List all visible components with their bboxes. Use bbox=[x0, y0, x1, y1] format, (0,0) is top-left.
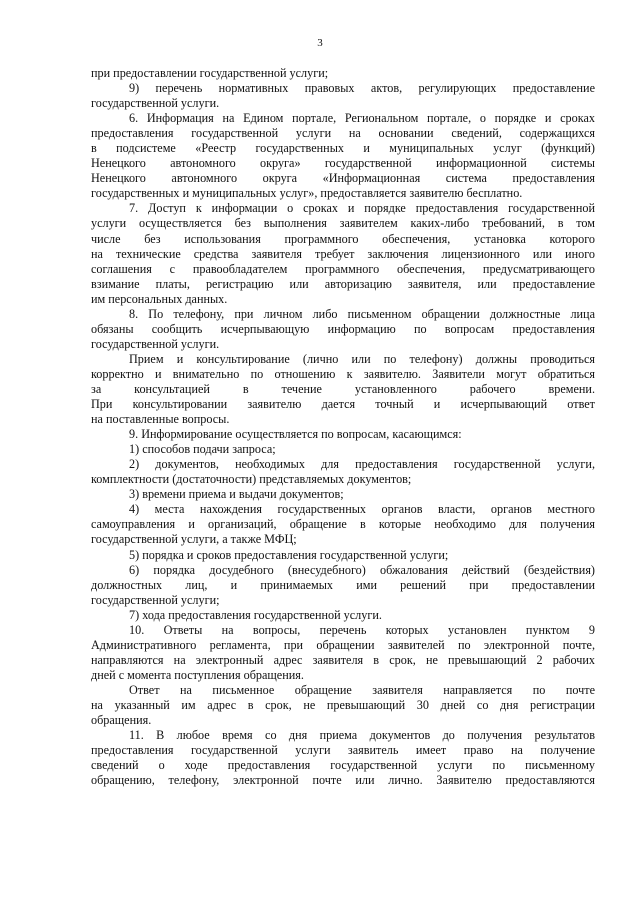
text-line: соглашения с правообладателем программного обеспечения, предусматривающего bbox=[91, 261, 595, 276]
text-line: самоуправления и организаций, обращение в которые необходимо для получения bbox=[91, 517, 595, 532]
text-line: Ненецкого автономного округа «Информационная система предоставления bbox=[91, 171, 595, 186]
text-line: 10. Ответы на вопросы, перечень которых установлен пунктом 9 bbox=[129, 622, 595, 637]
text-line: взимание платы, регистрацию или авторизацию заявителя, или предоставление bbox=[91, 276, 595, 291]
text-line: государственной услуги. bbox=[91, 336, 220, 351]
text-line: 6) порядка досудебного (внесудебного) обжалования действий (бездействия) bbox=[129, 562, 595, 577]
text-line: числе без использования программного обеспечения, установка которого bbox=[91, 231, 595, 246]
text-line: направляются на электронный адрес заявителя в срок, не превышающий 2 рабочих bbox=[91, 652, 595, 667]
text-line: им персональных данных. bbox=[91, 291, 228, 306]
text-line: государственной услуги. bbox=[91, 96, 220, 111]
text-line: государственных и муниципальных услуг», предоставляется заявителю бесплатно. bbox=[91, 186, 523, 201]
text-line: Административного регламента, при обращении заявителей по электронной почте, bbox=[91, 637, 595, 652]
text-line: должностных лиц, и принимаемых ими решений при предоставлении bbox=[91, 577, 595, 592]
text-line: 7. Доступ к информации о сроках и порядке предоставления государственной bbox=[129, 201, 595, 216]
text-line: услуги осуществляется без выполнения заявителем каких-либо требований, в том bbox=[91, 216, 595, 231]
page-number: 3 bbox=[317, 37, 323, 49]
text-line: 8. По телефону, при личном либо письменном обращении должностные лица bbox=[129, 306, 595, 321]
text-line: сведений о ходе предоставления государственной услуги по письменному bbox=[91, 758, 595, 773]
text-line: 6. Информация на Едином портале, Региональном портале, о порядке и сроках bbox=[129, 111, 595, 126]
text-line: 1) способов подачи запроса; bbox=[129, 442, 276, 457]
text-line: Ответ на письменное обращение заявителя направляется по почте bbox=[129, 682, 595, 697]
text-line: Ненецкого автономного округа» государственной информационной системы bbox=[91, 156, 595, 171]
text-line: за консультацией в течение установленного рабочего времени. bbox=[91, 381, 595, 396]
text-line: дней с момента поступления обращения. bbox=[91, 667, 304, 682]
text-line: обращения. bbox=[91, 713, 152, 728]
text-line: предоставления государственной услуги на основании сведений, содержащихся bbox=[91, 126, 595, 141]
text-line: на указанный им адрес в срок, не превышающий 30 дней со дня регистрации bbox=[91, 697, 595, 712]
text-line: предоставления государственной услуги заявитель имеет право на получение bbox=[91, 743, 595, 758]
text-line: 9) перечень нормативных правовых актов, регулирующих предоставление bbox=[129, 81, 595, 96]
text-line: При консультировании заявителю дается точный и исчерпывающий ответ bbox=[91, 397, 595, 412]
text-line: комплектности (достаточности) представляемых документов; bbox=[91, 472, 412, 487]
text-line: 2) документов, необходимых для предоставления государственной услуги, bbox=[129, 457, 595, 472]
text-line: 5) порядка и сроков предоставления государственной услуги; bbox=[129, 547, 449, 562]
text-line: обязаны сообщить исчерпывающую информацию по вопросам предоставления bbox=[91, 321, 595, 336]
text-line: при предоставлении государственной услуги; bbox=[91, 66, 329, 80]
text-line: государственной услуги, а также МФЦ; bbox=[91, 532, 297, 547]
text-line: 7) хода предоставления государственной услуги. bbox=[129, 607, 382, 622]
document-body bbox=[91, 66, 595, 788]
text-line: 4) места нахождения государственных органов власти, органов местного bbox=[129, 502, 595, 517]
text-line: обращению, телефону, электронной почте или лично. Заявителю предоставляются bbox=[91, 773, 595, 788]
text-line: 11. В любое время со дня приема документов до получения результатов bbox=[129, 728, 595, 743]
text-line: на технические средства заявителя требует заключения лицензионного или иного bbox=[91, 246, 595, 261]
text-line: 9. Информирование осуществляется по вопросам, касающимся: bbox=[129, 427, 462, 442]
text-line: государственной услуги; bbox=[91, 592, 220, 607]
text-line: в подсистеме «Реестр государственных и муниципальных услуг (функций) bbox=[91, 141, 595, 156]
text-line: Прием и консультирование (лично или по телефону) должны проводиться bbox=[129, 351, 595, 366]
text-line: 3) времени приема и выдачи документов; bbox=[129, 487, 344, 502]
text-line: на поставленные вопросы. bbox=[91, 412, 230, 427]
text-line: корректно и внимательно по отношению к заявителю. Заявители могут обратиться bbox=[91, 366, 595, 381]
